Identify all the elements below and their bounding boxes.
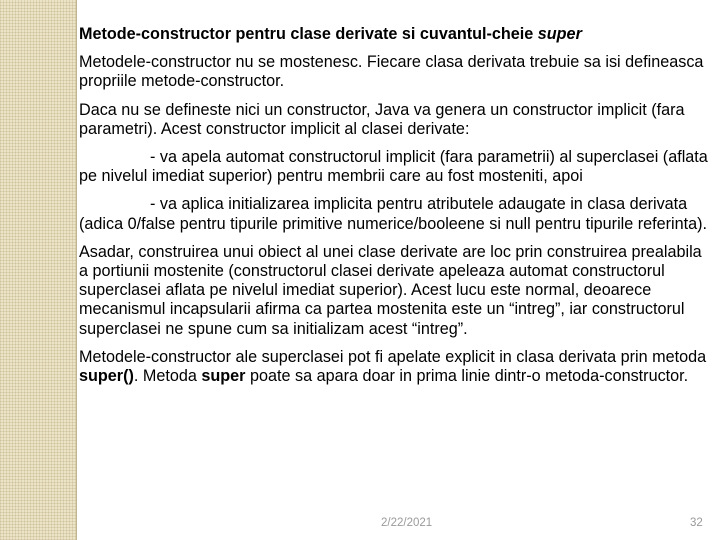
paragraph-6-text-a: Metodele-constructor ale superclasei pot fi apelate explicit in clasa derivata prin metoda — [79, 347, 707, 366]
paragraph-4-text: - va aplica initializarea implicita pentru atributele adaugate in clasa derivata (adica 0/false pentru tipurile primitive numerice/booleene si null pentru tipurile referinta). — [79, 195, 708, 233]
paragraph-2: Daca nu se defineste nici un constructor, Java va genera un constructor implicit (fara parametri). Acest constructor implicit al clasei derivate: — [79, 100, 685, 138]
side-divider — [76, 0, 77, 540]
paragraph-3-text: - va apela automat constructorul implicit (fara parametrii) al superclasei (aflata pe nivelul imediat superior) pentru membrii care au fost mosteniti, apoi — [79, 148, 708, 186]
slide-title — [79, 25, 709, 44]
super-keyword: super — [201, 367, 246, 386]
super-call-keyword: super() — [79, 367, 134, 386]
paragraph-4 — [79, 195, 709, 233]
slide-title-keyword: super — [537, 25, 582, 43]
decorative-side-strip — [0, 0, 76, 540]
paragraph-6-text-e: poate sa apara doar in prima linie dintr-o metoda-constructor. — [245, 367, 689, 386]
footer-date: 2/22/2021 — [381, 517, 433, 529]
slide-content — [79, 25, 709, 395]
slide-title-main: Metode-constructor pentru clase derivate si cuvantul-cheie — [79, 25, 538, 43]
paragraph-6 — [79, 348, 709, 386]
page-number: 32 — [690, 517, 703, 529]
paragraph-5: Asadar, construirea unui obiect al unei clase derivate are loc prin construirea prealabila a portiunii mostenite (constructorul clasei derivate apeleaza automat constructorul superclasei aflata pe nivelul imediat superior). Acest lucu este normal, deoarece mecanismul incapsularii afirma ca partea mostenita este un “intreg”, iar constructorul superclasei ne spune cum sa initializam acest “intreg”. — [79, 242, 702, 338]
paragraph-6-text-c: . Metoda — [133, 367, 202, 386]
paragraph-1: Metodele-constructor nu se mostenesc. Fiecare clasa derivata trebuie sa isi defineasca propriile metode-constructor. — [79, 53, 704, 91]
paragraph-3 — [79, 148, 709, 186]
